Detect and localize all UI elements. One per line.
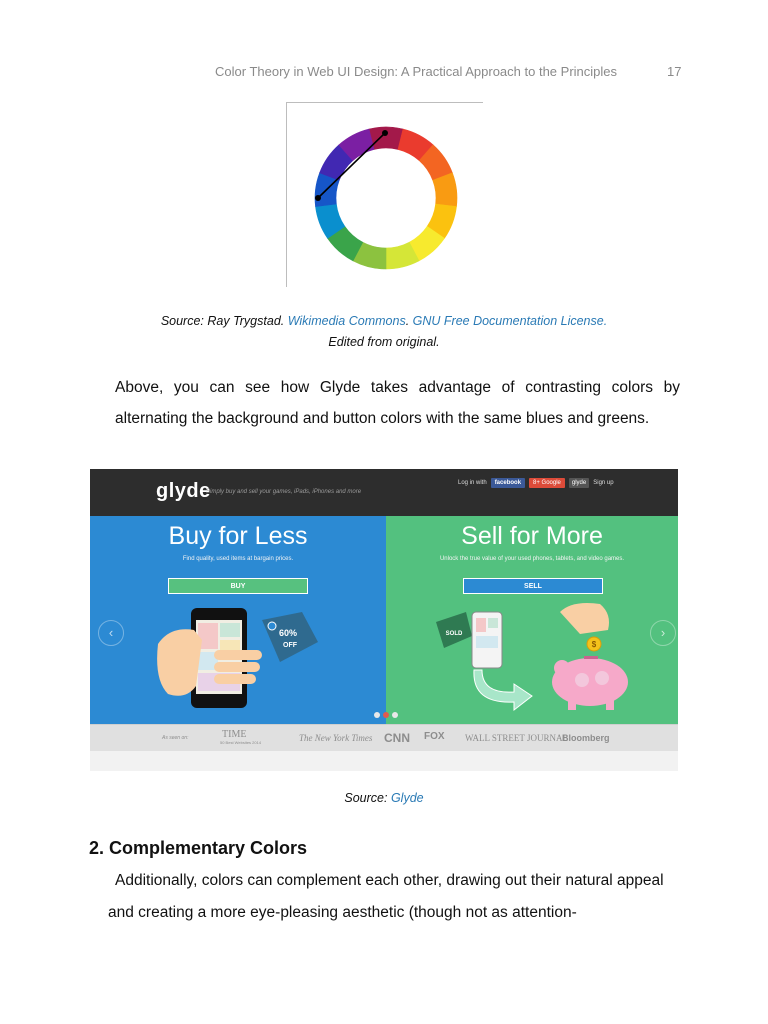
page-number: 17 <box>667 64 682 79</box>
carousel-next-icon[interactable]: › <box>650 620 676 646</box>
caption-source-text: Source: Ray Trygstad. <box>160 314 288 328</box>
paragraph-complementary <box>108 865 668 929</box>
press-wsj-logo: WALL STREET JOURNAL <box>465 733 568 743</box>
press-bar <box>90 724 678 751</box>
carousel-prev-icon[interactable]: ‹ <box>98 620 124 646</box>
sell-panel <box>386 516 678 724</box>
facebook-login-button[interactable]: facebook <box>491 478 525 488</box>
glyde-logo: glyde <box>156 480 211 502</box>
wheel-point <box>315 195 321 201</box>
buy-button[interactable]: BUY <box>168 578 308 594</box>
figure1-caption <box>0 314 768 328</box>
paragraph-complementary-text: Additionally, colors can complement each other, drawing out their natural appeal and creating a more eye-pleasing aesthetic (though not as attention- <box>108 872 664 921</box>
press-time-subtitle: 50 Best Websites 2014 <box>220 740 262 745</box>
carousel-dot-active[interactable] <box>383 712 389 718</box>
running-header: Color Theory in Web UI Design: A Practical Approach to the Principles <box>215 64 617 79</box>
carousel-dots <box>374 712 398 718</box>
gnu-license-link[interactable]: GNU Free Documentation License. <box>412 314 608 328</box>
buy-panel-subtitle: Find quality, used items at bargain prices. <box>182 556 294 562</box>
paragraph-contrasting: Above, you can see how Glyde takes advantage of contrasting colors by alternating the background and button colors with the same blues and greens. <box>115 379 680 427</box>
sell-panel-title: Sell for More <box>461 522 603 550</box>
login-row <box>458 477 614 489</box>
discount-tag-line2: OFF <box>283 642 297 649</box>
piggy-bank-illustration <box>386 516 678 724</box>
buy-panel-title: Buy for Less <box>168 522 308 550</box>
sell-panel-subtitle: Unlock the true value of your used phones, tablets, and video games. <box>439 556 625 562</box>
glyde-screenshot <box>90 469 678 771</box>
phone-hand-illustration <box>90 516 386 724</box>
signup-link[interactable]: Sign up <box>593 480 614 486</box>
press-time-logo: TIME <box>222 729 247 740</box>
press-nyt-logo: The New York Times <box>299 733 373 743</box>
caption-source-text: Source: <box>344 791 391 805</box>
carousel-dot[interactable] <box>392 712 398 718</box>
section-heading: 2. Complementary Colors <box>89 838 308 858</box>
discount-tag-line1: 60% <box>278 628 298 638</box>
wikimedia-link[interactable]: Wikimedia Commons <box>287 314 406 328</box>
press-fox-logo: FOX <box>424 731 445 742</box>
login-label: Log in with <box>458 480 487 486</box>
buy-panel <box>90 516 386 724</box>
google-login-button[interactable]: 8+ Google <box>529 478 565 488</box>
color-wheel-svg <box>287 103 483 287</box>
coin-symbol: $ <box>591 640 597 649</box>
sell-button[interactable]: SELL <box>463 578 603 594</box>
wheel-point <box>382 130 388 136</box>
glyde-login-button[interactable]: glyde <box>569 478 589 488</box>
press-as-seen-label: As seen on: <box>162 735 189 741</box>
caption-separator: . <box>405 314 413 328</box>
press-bloomberg-logo: Bloomberg <box>562 733 610 743</box>
figure2-caption <box>0 791 768 805</box>
glyde-link[interactable]: Glyde <box>390 791 424 805</box>
color-wheel-figure <box>286 102 483 287</box>
sold-tag-label: SOLD <box>445 631 463 637</box>
carousel-dot[interactable] <box>374 712 380 718</box>
figure1-caption-line2: Edited from original. <box>328 335 440 349</box>
press-cnn-logo: CNN <box>384 731 410 745</box>
glyde-tagline: Simply buy and sell your games, iPads, iPhones and more <box>206 489 362 495</box>
glyde-header-bar <box>90 469 678 516</box>
